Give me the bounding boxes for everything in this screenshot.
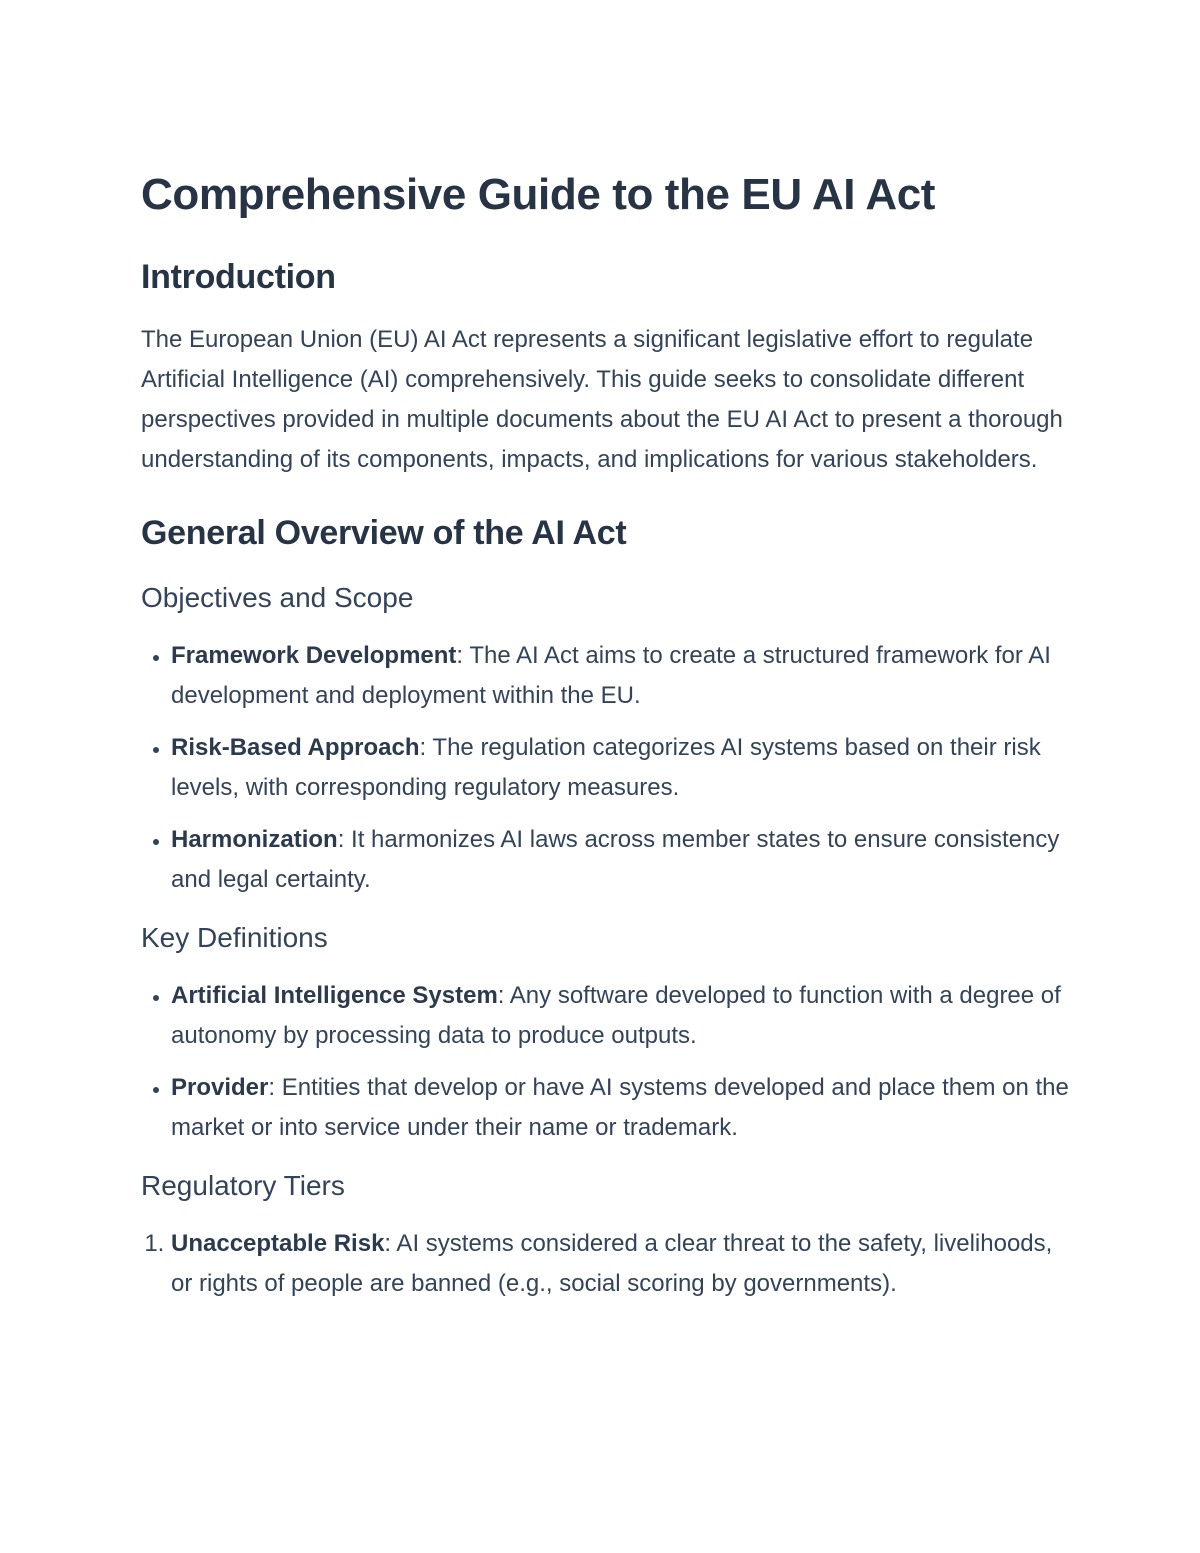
list-item-text: : The AI Act aims to create a structured framework for AI development and deployment within the EU. [171,642,1051,709]
list-item-unacceptable-risk [171,1224,1071,1304]
list-item-harmonization [171,820,1071,900]
list-item-text: : It harmonizes AI laws across member states to ensure consistency and legal certainty. [171,826,1060,893]
definitions-list [141,976,1071,1148]
objectives-list [141,636,1071,900]
list-item-ai-system-definition [171,976,1071,1056]
list-item-framework-development [171,636,1071,716]
tiers-list [141,1224,1071,1304]
list-item-term: Harmonization [171,826,338,853]
list-item-provider-definition [171,1068,1071,1148]
list-item-term: Risk-Based Approach [171,734,420,761]
list-item-risk-based-approach [171,728,1071,808]
tiers-heading: Regulatory Tiers [141,1170,345,1201]
document-page [141,168,1071,1304]
list-item-term: Artificial Intelligence System [171,982,498,1009]
overview-heading: General Overview of the AI Act [141,514,627,552]
list-item-term: Framework Development [171,642,457,669]
page-title: Comprehensive Guide to the EU AI Act [141,170,936,219]
list-item-text: : Any software developed to function with a degree of autonomy by processing data to produce outputs. [171,982,1061,1049]
introduction-paragraph: The European Union (EU) AI Act represents a significant legislative effort to regulate Artificial Intelligence (AI) comprehensively. This guide seeks to consolidate different perspectives provided in multiple documents about the EU AI Act to present a thorough understanding of its components, impacts, and implications for various stakeholders. [141,326,1063,473]
list-item-term: Unacceptable Risk [171,1230,385,1257]
introduction-heading: Introduction [141,258,336,296]
list-item-text: : AI systems considered a clear threat to the safety, livelihoods, or rights of people are banned (e.g., social scoring by governments). [171,1230,1053,1297]
list-item-text: : The regulation categorizes AI systems based on their risk levels, with corresponding regulatory measures. [171,734,1041,801]
definitions-heading: Key Definitions [141,922,328,953]
objectives-heading: Objectives and Scope [141,582,414,613]
list-item-text: : Entities that develop or have AI systems developed and place them on the market or into service under their name or trademark. [171,1074,1069,1141]
list-item-term: Provider [171,1074,269,1101]
